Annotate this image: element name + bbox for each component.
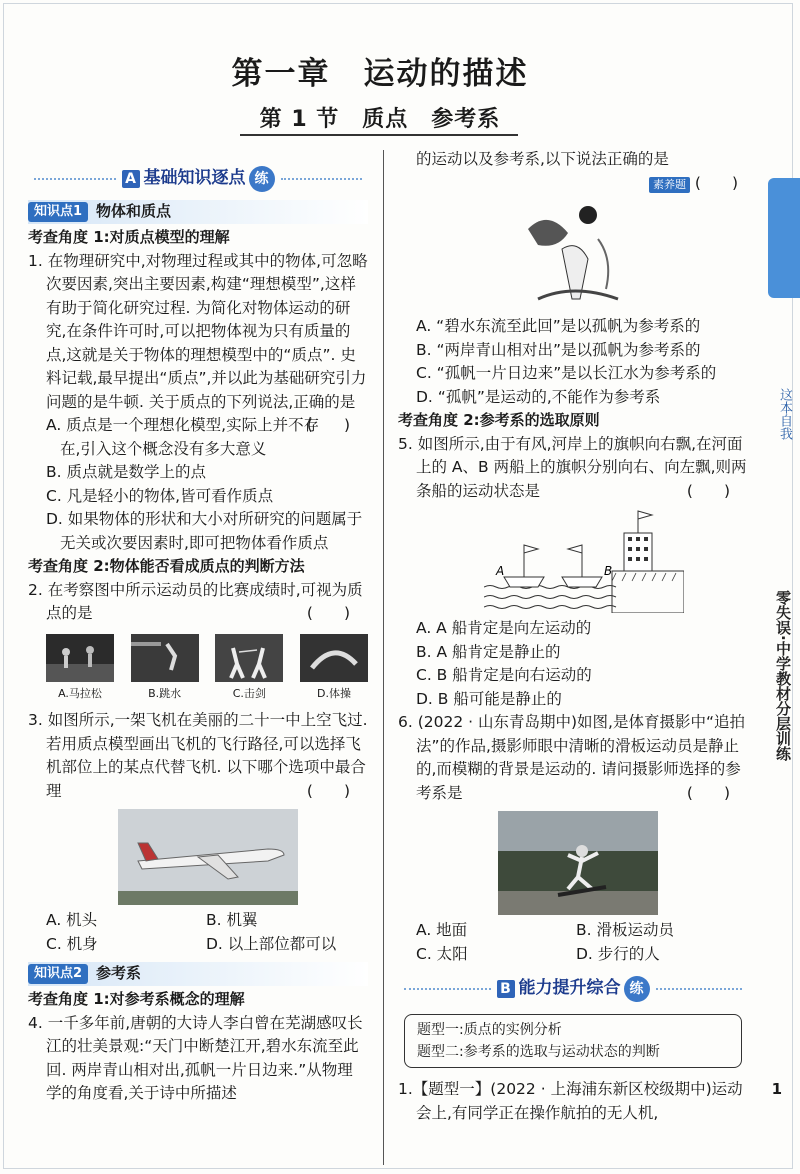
q5-option-d: D. B 船可能是静止的 xyxy=(416,689,562,708)
q3-option-a: A. 机头 xyxy=(46,911,98,929)
q2-caption-a: A.马拉松 xyxy=(58,686,102,700)
q2-image-row xyxy=(46,634,368,706)
type-2: 题型二:参考系的选取与运动状态的判断 xyxy=(417,1044,660,1060)
sidebar-handwriting: 这本自我 xyxy=(777,388,792,440)
q6-option-a: A. 地面 xyxy=(416,921,468,939)
q4-option-b: B. “两岸青山相对出”是以孤帆为参考系的 xyxy=(416,340,701,359)
q6-text: 6. (2022 · 山东青岛期中)如图,是体育摄影中“追拍法”的作品,摄影师眼中清晰的滑板运动员是静止的,而模糊的背景是运动的. 请问摄影师选择的参考系是 xyxy=(398,713,745,802)
q5-option-a: A. A 船肯定是向左运动的 xyxy=(416,619,592,637)
q3-option-c: C. 机身 xyxy=(46,934,98,953)
sidebar-series-title: 零失误·中学教材分层训练 xyxy=(774,590,792,761)
angle-2: 考查角度 2:物体能否看成质点的判断方法 xyxy=(28,557,305,575)
chapter-title: 第一章 运动的描述 xyxy=(231,56,529,92)
q1-option-a: A. 质点是一个理想化模型,实际上并不存在,引入这个概念没有多大意义 xyxy=(46,416,320,458)
q1-option-b: B. 质点就是数学上的点 xyxy=(46,463,206,481)
question-1 xyxy=(28,250,368,434)
q5-option-b: B. A 船肯定是静止的 xyxy=(416,642,561,661)
left-column xyxy=(28,160,368,1106)
section-b-badge: B xyxy=(497,980,515,998)
section-b-banner xyxy=(398,974,748,1004)
q2-thumb-fencing xyxy=(215,634,283,706)
q4-paren: ( ) xyxy=(694,173,738,192)
section-a-lian-icon: 练 xyxy=(249,166,275,192)
knowledge-point-2 xyxy=(28,962,368,986)
q1-option-d: D. 如果物体的形状和大小对所研究的问题属于无关或次要因素时,即可把物体看作质点 xyxy=(46,510,363,552)
question-6 xyxy=(398,711,748,805)
question-4 xyxy=(28,1012,368,1106)
q6-option-d: D. 步行的人 xyxy=(576,944,660,963)
boat-b-label: B xyxy=(604,564,613,578)
q2-thumb-gymnastics xyxy=(300,634,368,706)
boat-a-label: A xyxy=(496,564,505,578)
q2-paren: ( ) xyxy=(306,604,350,622)
river-waves xyxy=(484,586,616,609)
question-5 xyxy=(398,433,748,504)
q2-caption-d: D.体操 xyxy=(316,686,351,700)
boats-diagram xyxy=(484,509,684,613)
type-1: 题型一:质点的实例分析 xyxy=(417,1022,562,1038)
section-title: 第 1 节 质点 参考系 xyxy=(259,107,501,132)
q6-paren: ( ) xyxy=(686,783,730,802)
right-column xyxy=(398,148,748,1125)
angle-3: 考查角度 1:对参考系概念的理解 xyxy=(28,990,245,1008)
marathon-photo xyxy=(46,634,114,682)
section-a-badge: A xyxy=(122,170,140,188)
q4-continuation xyxy=(398,148,748,172)
q1-text: 1. 在物理研究中,对物理过程或其中的物体,可忽略次要因素,突出主要因素,构建“理想模型”,这样有助于简化研究过程. 为简化对物体运动的研究,在条件许可时,可以把物体视为只有质量的点,这就是关于物体的理想模型中的“质点”. 史料记载,最早提出“质点”,并以此为基础研究引力问题的是牛顿. 关于质点的下列说法,正确的是 xyxy=(28,251,368,411)
q1-paren: ( ) xyxy=(306,416,350,434)
q4-literacy-tag: 素养题 xyxy=(649,177,690,193)
q4-option-d: D. “孤帆”是运动的,不能作为参考系 xyxy=(416,387,661,406)
q3-options-row2 xyxy=(28,933,368,957)
q6-options-row2 xyxy=(398,943,748,967)
q4-text: 4. 一千多年前,唐朝的大诗人李白曾在芜湖感叹长江的壮美景观:“天门中断楚江开,碧水东流至此回. 两岸青山相对出,孤帆一片日边来.”从物理学的角度看,关于诗中所描述 xyxy=(28,1013,363,1102)
q1-option-c: C. 凡是轻小的物体,皆可看作质点 xyxy=(46,486,274,505)
section-rule xyxy=(240,134,518,136)
q5-text: 5. 如图所示,由于有风,河岸上的旗帜向右飘,在河面上的 A、B 两船上的旗帜分别向右、向左飘,则两条船的运动状态是 xyxy=(398,434,747,500)
airplane-photo xyxy=(118,809,298,905)
q3-option-b: B. 机翼 xyxy=(206,911,258,929)
angle-4: 考查角度 2:参考系的选取原则 xyxy=(398,411,600,429)
q2-thumb-diving xyxy=(131,634,199,706)
section-b-lian-icon: 练 xyxy=(624,976,650,1002)
skateboard-photo xyxy=(498,811,658,915)
q4-tag-row xyxy=(398,172,738,196)
page-number: 1 xyxy=(771,1080,782,1098)
diving-photo xyxy=(131,634,199,682)
sidebar-tab xyxy=(768,178,800,298)
question-types-box xyxy=(404,1014,742,1068)
ink-painting xyxy=(518,199,628,309)
b-question-1: 1.【题型一】(2022 · 上海浦东新区校级期中)运动会上,有同学正在操作航拍的无人机, xyxy=(398,1080,743,1122)
column-divider xyxy=(383,150,384,1165)
q3-paren: ( ) xyxy=(306,781,350,800)
q5-option-c: C. B 船肯定是向右运动的 xyxy=(416,666,592,684)
question-3 xyxy=(28,709,368,803)
kp1-title: 物体和质点 xyxy=(96,202,172,221)
q2-caption-b: B.跳水 xyxy=(148,686,182,700)
section-b-title: 能力提升综合 xyxy=(518,978,621,999)
kp2-title: 参考系 xyxy=(96,964,142,983)
dots-left-b xyxy=(404,988,491,990)
q4-cont: 的运动以及参考系,以下说法正确的是 xyxy=(416,150,669,168)
q3-text: 3. 如图所示,一架飞机在美丽的二十一中上空飞过. 若用质点模型画出飞机的飞行路径,可以选择飞机部位上的某点代替飞机. 以下哪个选项中最合理 xyxy=(28,711,368,800)
q2-text: 2. 在考察图中所示运动员的比赛成绩时,可视为质点的是 xyxy=(28,580,363,622)
section-a-banner xyxy=(28,164,368,194)
q4-option-a: A. “碧水东流至此回”是以孤帆为参考系的 xyxy=(416,317,701,335)
q3-option-d: D. 以上部位都可以 xyxy=(206,934,337,953)
q6-options-row1 xyxy=(398,919,748,943)
dots-right xyxy=(281,178,363,180)
q6-option-c: C. 太阳 xyxy=(416,944,468,963)
knowledge-point-1 xyxy=(28,200,368,224)
gymnastics-photo xyxy=(300,634,368,682)
question-2 xyxy=(28,579,368,626)
angle-1: 考查角度 1:对质点模型的理解 xyxy=(28,228,230,246)
fencing-photo xyxy=(215,634,283,682)
dots-right-b xyxy=(656,988,743,990)
q4-option-c: C. “孤帆一片日边来”是以长江水为参考系的 xyxy=(416,364,717,382)
q5-paren: ( ) xyxy=(686,481,730,500)
dots-left xyxy=(34,178,116,180)
section-a-title: 基础知识逐点 xyxy=(143,168,246,189)
q2-thumb-marathon xyxy=(46,634,114,706)
q3-options-row1 xyxy=(28,909,368,933)
q2-caption-c: C.击剑 xyxy=(232,686,266,700)
kp2-tag: 知识点2 xyxy=(28,964,88,984)
q6-option-b: B. 滑板运动员 xyxy=(576,921,674,939)
kp1-tag: 知识点1 xyxy=(28,202,88,222)
